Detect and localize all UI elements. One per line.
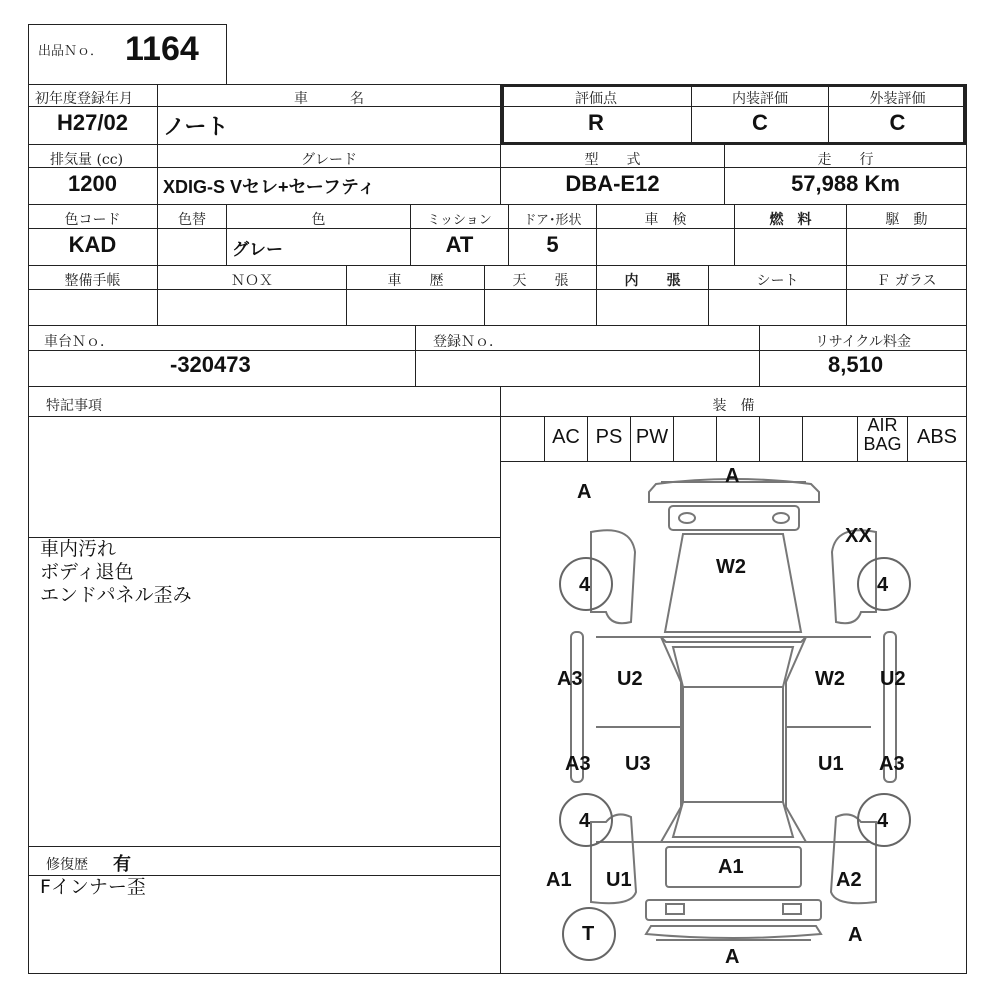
mission-label: ミッション xyxy=(427,213,492,228)
mark-rear-right: A xyxy=(848,924,863,946)
colorcode-label: 色コード xyxy=(64,212,121,228)
repair-detail: Fインナー歪 xyxy=(40,876,146,898)
grade-label: グレード xyxy=(301,152,357,168)
equip-ac: AC xyxy=(552,426,580,448)
model-value: DBA-E12 xyxy=(565,171,660,196)
note-line-1: 車内汚れ xyxy=(40,538,117,560)
repair-value: 有 xyxy=(113,854,131,874)
mark-rr-door-u: U1 xyxy=(818,753,844,775)
mark-right-rear: A2 xyxy=(836,869,862,891)
fglass-label: Ｆ ガラス xyxy=(876,273,937,289)
lot-label: 出品Ｎｏ． xyxy=(38,44,104,59)
car-diagram xyxy=(501,462,966,974)
maint-label: 整備手帳 xyxy=(64,273,121,289)
car-name-label: 車 名 xyxy=(294,91,364,107)
mark-tire-fr: 4 xyxy=(877,574,889,596)
mark-rear-bumper: A xyxy=(725,946,740,968)
equip-pw: PW xyxy=(635,426,669,448)
mark-tire-rl: 4 xyxy=(579,810,591,832)
exterior-value: C xyxy=(889,110,906,135)
note-line-3: エンドパネル歪み xyxy=(40,584,192,606)
inspection-label: 車 検 xyxy=(644,212,687,228)
cc-value: 1200 xyxy=(68,171,117,196)
score-value: R xyxy=(588,110,604,135)
mission-value: AT xyxy=(445,232,474,257)
reg-value: H27/02 xyxy=(57,110,128,135)
mark-rf-door-u: U2 xyxy=(880,668,906,690)
equip-airbag: AIR BAG xyxy=(863,415,902,454)
mark-spare-tire: T xyxy=(582,923,595,945)
door-label: ドア･形状 xyxy=(523,213,582,228)
color-label: 色 xyxy=(311,212,326,228)
equip-abs: ABS xyxy=(916,426,958,448)
regno-label: 登録Ｎｏ． xyxy=(433,334,503,350)
mark-hood: W2 xyxy=(716,556,746,578)
model-label: 型 式 xyxy=(584,152,641,168)
chassis-label: 車台Ｎｏ． xyxy=(44,334,114,350)
mark-front-bumper: A xyxy=(725,465,740,487)
fuel-label: 燃 料 xyxy=(769,212,812,228)
colorcode-value: KAD xyxy=(68,232,117,257)
interior-label: 内装評価 xyxy=(732,91,788,107)
reg-label: 初年度登録年月 xyxy=(35,91,133,107)
inner-label: 内 張 xyxy=(624,273,681,289)
notes-label: 特記事項 xyxy=(46,398,102,414)
mark-front-right-fender: XX xyxy=(845,525,872,547)
mark-tire-rr: 4 xyxy=(877,810,889,832)
mark-tire-fl: 4 xyxy=(579,574,591,596)
chassis-value: -320473 xyxy=(170,352,251,377)
mark-left-rear-u: U1 xyxy=(606,869,632,891)
repair-label: 修復歴 xyxy=(46,857,88,873)
door-value: 5 xyxy=(546,232,559,257)
note-line-2: ボディ退色 xyxy=(40,561,134,583)
mark-left-rear-a: A1 xyxy=(546,869,572,891)
mark-rf-door-w: W2 xyxy=(815,668,845,690)
drive-label: 駆 動 xyxy=(885,212,928,228)
history-label: 車 歴 xyxy=(387,273,444,289)
roof-label: 天 張 xyxy=(512,273,569,289)
mark-rr-door-a: A3 xyxy=(879,753,905,775)
grade-value: XDIG-S Vセレ+セーフティ xyxy=(163,177,376,197)
mark-lf-door-a: A3 xyxy=(557,668,583,690)
cc-label: 排気量 (cc) xyxy=(50,152,124,168)
mark-lf-door-u: U2 xyxy=(617,668,643,690)
nox-label: ＮＯＸ xyxy=(231,273,273,289)
interior-value: C xyxy=(752,110,768,135)
color-value: グレー xyxy=(232,240,283,259)
mileage-value: 57,988 Km xyxy=(791,171,900,196)
mark-lr-door-u: U3 xyxy=(625,753,651,775)
equip-ps: PS xyxy=(595,426,623,448)
lot-number: 1164 xyxy=(125,30,199,68)
mark-trunk: A1 xyxy=(718,856,744,878)
car-name-value: ノート xyxy=(163,114,229,139)
seat-label: シート xyxy=(756,273,799,289)
mark-front-left-corner: A xyxy=(577,481,592,503)
score-label: 評価点 xyxy=(575,91,617,107)
recycle-value: 8,510 xyxy=(828,352,884,377)
mileage-label: 走 行 xyxy=(817,152,874,168)
mark-lr-door-a: A3 xyxy=(565,753,591,775)
repaint-label: 色替 xyxy=(178,212,206,228)
recycle-label: リサイクル料金 xyxy=(814,334,912,350)
equipment-label: 装 備 xyxy=(712,398,755,414)
exterior-label: 外装評価 xyxy=(869,91,926,107)
